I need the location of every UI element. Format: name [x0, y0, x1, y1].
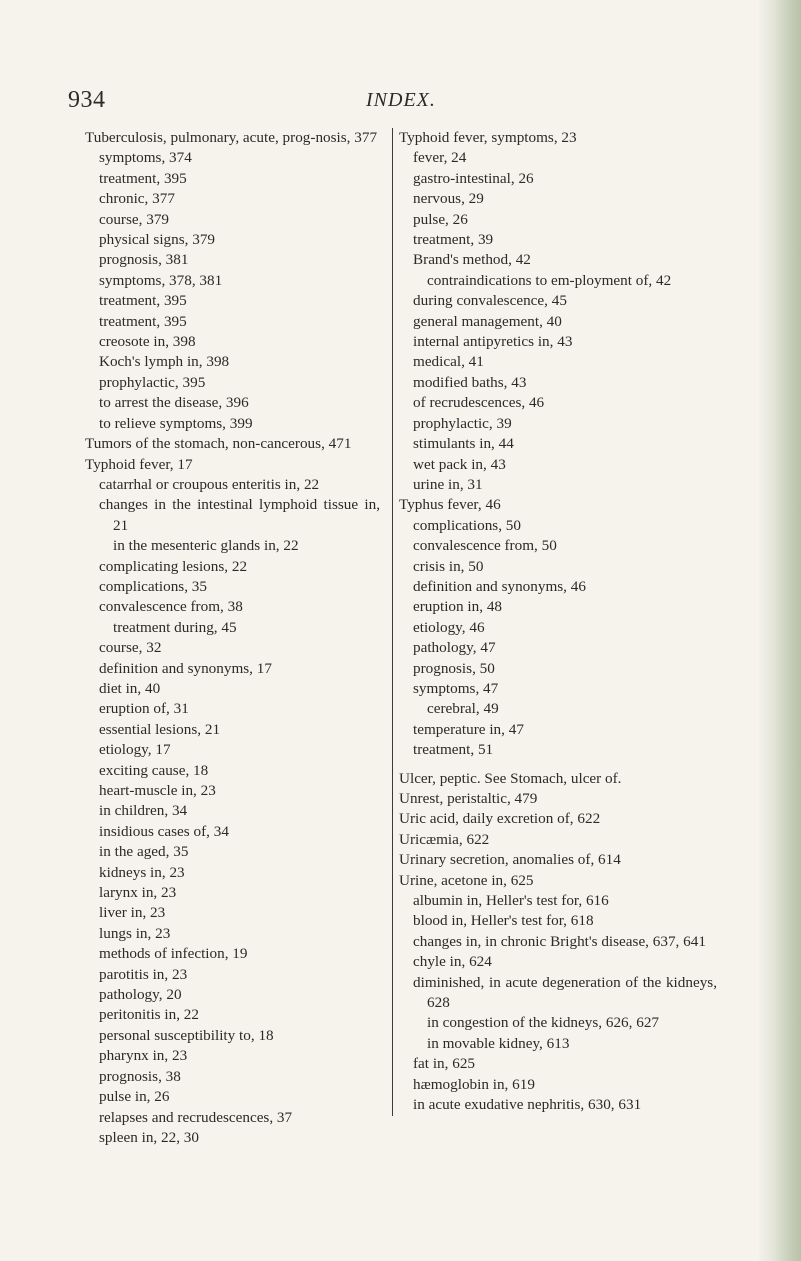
index-column-right — [392, 128, 717, 1116]
index-entry: etiology, 17 — [99, 741, 171, 759]
index-entry: nervous, 29 — [413, 190, 484, 208]
index-entry: complicating lesions, 22 — [99, 557, 248, 575]
index-entry: heart-muscle in, 23 — [99, 782, 216, 799]
index-entry: in children, 34 — [99, 802, 188, 820]
index-entry: eruption of, 31 — [99, 700, 189, 718]
index-entry: pathology, 20 — [99, 986, 182, 1004]
index-entry: Tuberculosis, pulmonary, acute, prog-nosis, 377 — [85, 129, 378, 146]
index-entry: prognosis, 381 — [99, 251, 189, 269]
index-entry: course, 379 — [99, 210, 170, 228]
index-entry: larynx in, 23 — [99, 884, 177, 902]
index-entry: complications, 35 — [99, 577, 207, 595]
index-entry: wet pack in, 43 — [413, 455, 506, 473]
index-entry: of recrudescences, 46 — [413, 394, 545, 412]
index-entry: Typhus fever, 46 — [399, 496, 501, 514]
index-entry: personal susceptibility to, 18 — [99, 1026, 274, 1044]
index-entry: etiology, 46 — [413, 618, 485, 636]
index-entry: Typhoid fever, symptoms, 23 — [399, 129, 577, 146]
index-entry: creosote in, 398 — [99, 333, 196, 351]
index-entry: fat in, 625 — [413, 1055, 476, 1073]
index-entry: changes in the intestinal lymphoid tissue in, 21 — [99, 496, 380, 534]
index-entry: albumin in, Heller's test for, 616 — [413, 892, 609, 910]
index-entry: peritonitis in, 22 — [99, 1006, 199, 1024]
index-entry: diet in, 40 — [99, 679, 161, 697]
index-entry: essential lesions, 21 — [99, 720, 221, 738]
index-entry: internal antipyretics in, 43 — [413, 333, 573, 351]
index-entry: convalescence from, 50 — [413, 537, 557, 555]
index-entry: prophylactic, 395 — [99, 373, 206, 391]
index-entry: definition and synonyms, 17 — [99, 659, 272, 677]
index-entry: convalescence from, 38 — [99, 598, 243, 616]
index-entry: hæmoglobin in, 619 — [413, 1075, 535, 1093]
index-entry: symptoms, 374 — [99, 149, 192, 167]
index-entry: treatment, 395 — [99, 312, 187, 330]
index-entry: Urinary secretion, anomalies of, 614 — [399, 851, 621, 869]
index-entry: liver in, 23 — [99, 904, 166, 922]
index-entry: to relieve symptoms, 399 — [99, 414, 253, 432]
index-entry: physical signs, 379 — [99, 231, 216, 249]
index-entry: prognosis, 38 — [99, 1067, 181, 1085]
index-entry: to arrest the disease, 396 — [99, 394, 249, 412]
index-entry: pulse, 26 — [413, 210, 468, 228]
index-entry: Ulcer, peptic. See Stomach, ulcer of. — [399, 769, 622, 787]
index-entry: in the aged, 35 — [99, 843, 189, 861]
index-entry: in acute exudative nephritis, 630, 631 — [413, 1096, 642, 1114]
index-entry: catarrhal or croupous enteritis in, 22 — [99, 475, 320, 493]
index-entry: treatment, 395 — [99, 292, 187, 310]
index-entry: urine in, 31 — [413, 475, 483, 493]
index-entry: pathology, 47 — [413, 639, 496, 657]
index-entry: Uricæmia, 622 — [399, 830, 490, 848]
index-entry: in the mesenteric glands in, 22 — [113, 537, 299, 555]
index-entry: gastro-intestinal, 26 — [413, 169, 534, 187]
index-entry: Urine, acetone in, 625 — [399, 871, 534, 889]
index-entry: in congestion of the kidneys, 626, 627 — [427, 1014, 660, 1032]
index-entry: crisis in, 50 — [413, 557, 484, 575]
index-entry: in movable kidney, 613 — [427, 1034, 570, 1052]
index-entry: cerebral, 49 — [427, 700, 499, 718]
index-entry: methods of infection, 19 — [99, 945, 248, 963]
index-entry: Brand's method, 42 — [413, 251, 531, 269]
index-entry: general management, 40 — [413, 312, 562, 330]
index-entry: temperature in, 47 — [413, 720, 524, 738]
index-entry: contraindications to em-ployment of, 42 — [427, 271, 672, 289]
index-entry: treatment, 395 — [99, 169, 187, 187]
index-entry: Uric acid, daily excretion of, 622 — [399, 810, 601, 828]
index-entry: treatment, 39 — [413, 231, 494, 249]
index-entry: pulse in, 26 — [99, 1088, 170, 1106]
index-entry: Typhoid fever, 17 — [85, 455, 193, 473]
index-entry: prognosis, 50 — [413, 659, 495, 677]
index-entry: definition and synonyms, 46 — [413, 577, 586, 595]
index-entry: Tumors of the stomach, non-cancerous, 471 — [85, 435, 352, 453]
index-entry: modified baths, 43 — [413, 373, 527, 391]
index-entry: diminished, in acute degeneration of the kidneys, 628 — [413, 973, 717, 1012]
index-entry: insidious cases of, 34 — [99, 822, 229, 840]
index-entry: treatment, 51 — [413, 741, 494, 759]
index-entry: symptoms, 378, 381 — [99, 271, 223, 289]
index-entry: medical, 41 — [413, 353, 484, 371]
index-entry: chyle in, 624 — [413, 953, 492, 971]
index-entry: fever, 24 — [413, 149, 467, 167]
index-entry: parotitis in, 23 — [99, 965, 188, 983]
index-entry: symptoms, 47 — [413, 679, 499, 697]
page-number: 934 — [68, 87, 106, 113]
index-entry: changes in, in chronic Bright's disease, 637, 641 — [413, 932, 706, 950]
index-entry: exciting cause, 18 — [99, 761, 209, 779]
index-entry: Koch's lymph in, 398 — [99, 353, 230, 371]
index-entry: Unrest, peristaltic, 479 — [399, 790, 538, 807]
index-entry: complications, 50 — [413, 516, 521, 534]
index-entry: prophylactic, 39 — [413, 414, 512, 432]
index-entry: during convalescence, 45 — [413, 292, 567, 310]
index-entry: eruption in, 48 — [413, 598, 503, 616]
index-entry: stimulants in, 44 — [413, 435, 514, 453]
index-entry: chronic, 377 — [99, 190, 175, 208]
index-entry: kidneys in, 23 — [99, 863, 185, 881]
index-entry: blood in, Heller's test for, 618 — [413, 912, 594, 930]
index-column-left — [85, 128, 380, 1148]
index-entry: course, 32 — [99, 639, 162, 657]
running-head: INDEX. — [366, 89, 436, 111]
index-entry: treatment during, 45 — [113, 618, 237, 636]
index-entry: relapses and recrudescences, 37 — [99, 1108, 293, 1126]
index-entry: lungs in, 23 — [99, 924, 171, 942]
index-entry: spleen in, 22, 30 — [99, 1128, 199, 1146]
page-edge — [759, 0, 801, 1261]
index-entry: pharynx in, 23 — [99, 1047, 188, 1065]
